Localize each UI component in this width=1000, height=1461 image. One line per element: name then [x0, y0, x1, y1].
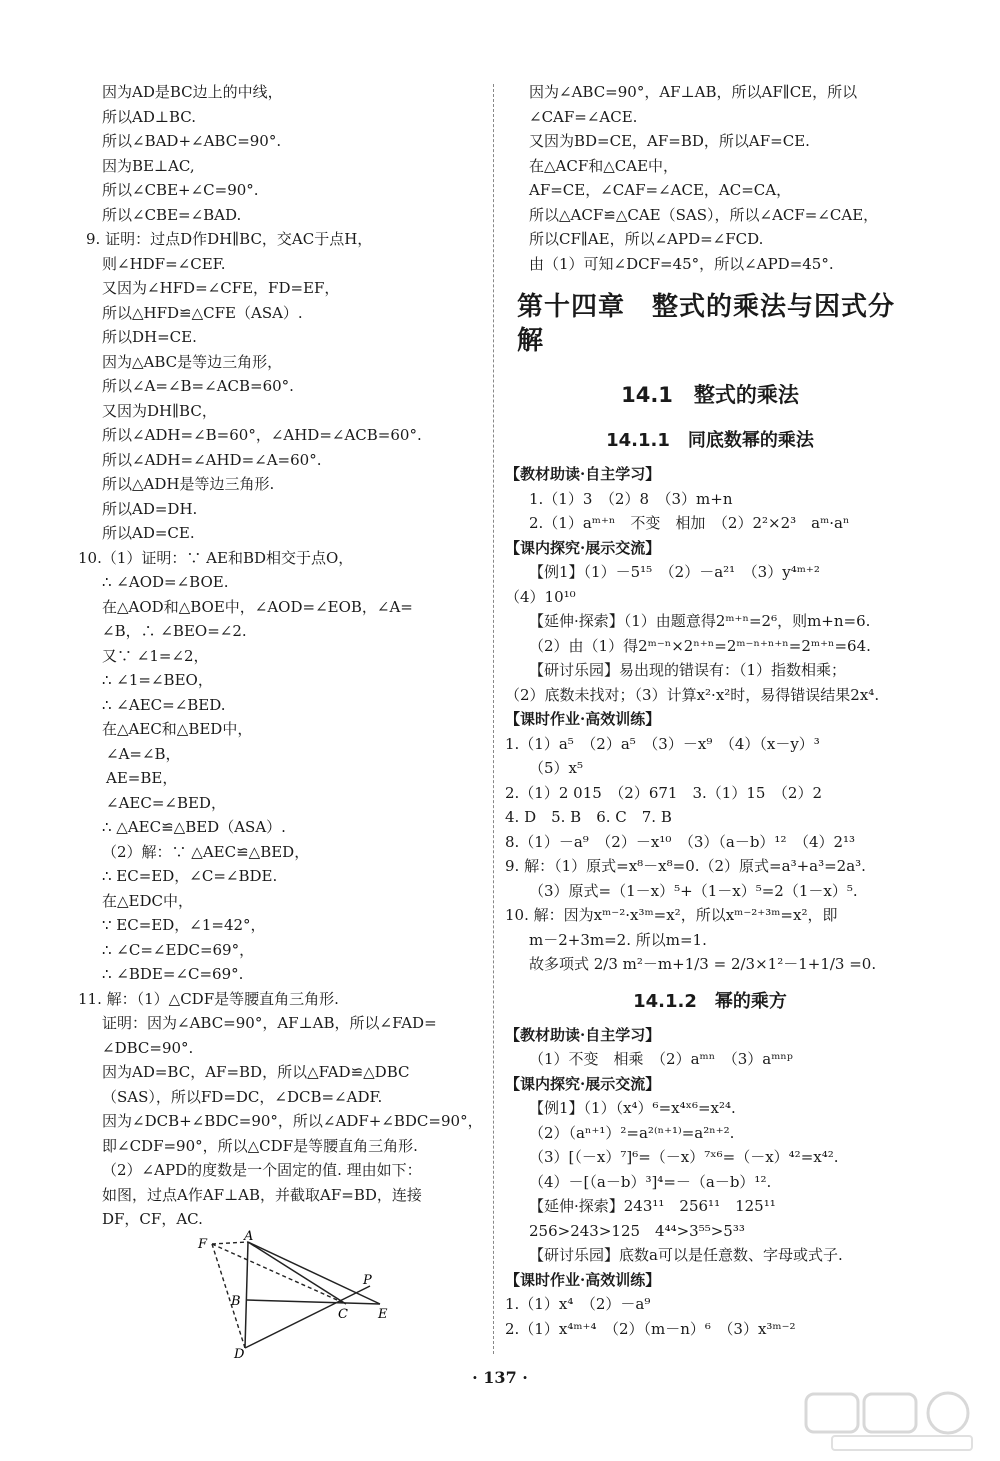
text-line: 即∠CDF=90°，所以△CDF是等腰直角三角形.: [102, 1136, 418, 1155]
text-line: （SAS），所以FD=DC，∠DCB=∠ADF.: [102, 1087, 383, 1106]
text-line: ∴ ∠1=∠BEO，: [102, 671, 213, 689]
text-line: 2.（1）aᵐ⁺ⁿ 不变 相加 （2）2²×2³ aᵐ·aⁿ: [529, 514, 850, 532]
text-line: 2.（1）x⁴ᵐ⁺⁴ （2）（m－n）⁶ （3）x³ᵐ⁻²: [505, 1319, 796, 1338]
text-line: 因为BE⊥AC,: [102, 156, 195, 175]
label-f: F: [198, 1236, 208, 1252]
text-line: DF，CF，AC.: [102, 1210, 203, 1228]
text-line: 【研讨乐园】底数a可以是任意数、字母或式子.: [529, 1246, 843, 1264]
text-line: 因为∠DCB+∠BDC=90°，所以∠ADF+∠BDC=90°，: [102, 1112, 483, 1130]
text-line: 所以△HFD≌△CFE（ASA）.: [102, 303, 303, 322]
text-line: ∴ ∠AOD=∠BOE.: [102, 573, 229, 591]
text-line: 所以△ACF≌△CAE（SAS），所以∠ACF=∠CAE，: [529, 205, 879, 224]
text-line: 如图，过点A作AF⊥AB，并截取AF=BD，连接: [102, 1185, 422, 1204]
text-line: 11. 解：（1）△CDF是等腰直角三角形.: [78, 989, 339, 1008]
text-line: 在△AEC和△BED中，: [102, 720, 253, 738]
text-line: （1）不变 相乘 （2）aᵐⁿ （3）aᵐⁿᵖ: [529, 1050, 793, 1068]
label-b: B: [231, 1293, 241, 1309]
text-line: 2.（1）2 015 （2）671 3.（1）15 （2）2: [505, 783, 823, 802]
text-line: 8.（1）－a⁹ （2）－x¹⁰ （3）（a－b）¹² （4）2¹³: [505, 832, 856, 851]
text-line: 10.（1）证明：∵ AE和BD相交于点O，: [78, 548, 354, 567]
text-line: 证明：因为∠ABC=90°，AF⊥AB，所以∠FAD=: [102, 1014, 437, 1032]
text-line: 所以AD⊥BC.: [102, 107, 196, 126]
text-line: 所以∠ADH=∠AHD=∠A=60°.: [102, 450, 322, 469]
text-line: 又因为BD=CE，AF=BD，所以AF=CE.: [529, 132, 810, 150]
text-line: 【延伸·探索】（1）由题意得2ᵐ⁺ⁿ=2⁶，则m+n=6.: [529, 612, 871, 630]
segment-ae: [248, 1242, 380, 1304]
watermark-logo: [802, 1390, 982, 1454]
text-line: 因为AD是BC边上的中线，: [102, 83, 283, 101]
text-line: 【课时作业·高效训练】: [505, 1270, 661, 1289]
text-line: 10. 解：因为xᵐ⁻²·x³ᵐ=x²，所以xᵐ⁻²⁺³ᵐ=x²，即: [505, 906, 838, 924]
text-line: 所以∠A=∠B=∠ACB=60°.: [102, 377, 294, 395]
text-line: ∠CAF=∠ACE.: [529, 107, 638, 126]
text-line: 所以∠BAD+∠ABC=90°.: [102, 132, 282, 150]
text-line: ∠DBC=90°.: [102, 1038, 194, 1057]
text-line: ∠A=∠B，: [106, 744, 181, 763]
text-line: 在△AOD和△BOE中，∠AOD=∠EOB，∠A=: [102, 597, 413, 616]
label-d: D: [234, 1346, 245, 1362]
text-line: ∴ ∠BDE=∠C=69°.: [102, 965, 244, 983]
segment-ad: [245, 1242, 248, 1348]
text-line: （2）底数未找对；（3）计算x²·x²时，易得错误结果2x⁴.: [505, 685, 880, 704]
text-line: 又∵ ∠1=∠2，: [102, 646, 209, 665]
text-line: （4）－[（a－b）³]⁴=－（a－b）¹².: [529, 1172, 772, 1191]
text-line: ∴ EC=ED，∠C=∠BDE.: [102, 867, 278, 885]
text-line: 9. 证明：过点D作DH∥BC，交AC于点H，: [86, 230, 373, 248]
subsection-2-text-block: [505, 1023, 915, 1342]
text-line: 所以∠CBE=∠BAD.: [102, 205, 242, 224]
text-line: 【例1】（1）－5¹⁵ （2）－a²¹ （3）y⁴ᵐ⁺²: [529, 563, 820, 581]
text-line: 4. D 5. B 6. C 7. B: [505, 808, 672, 826]
subsection-1-text-block: [505, 462, 915, 977]
segment-be: [247, 1300, 380, 1304]
text-line: 【研讨乐园】易出现的错误有：（1）指数相乘；: [529, 661, 847, 679]
text-line: （2）由（1）得2ᵐ⁻ⁿ×2ⁿ⁺ⁿ=2ᵐ⁻ⁿ⁺ⁿ⁺ⁿ=2ᵐ⁺ⁿ=64.: [529, 636, 871, 655]
text-line: 256>243>125 4⁴⁴>3⁵⁵>5³³: [529, 1221, 745, 1240]
text-line: （3）原式=（1－x）⁵+（1－x）⁵=2（1－x）⁵.: [529, 881, 858, 900]
text-line: 【教材助读·自主学习】: [505, 1025, 661, 1044]
text-line: ∠B，∴ ∠BEO=∠2.: [102, 622, 247, 640]
text-line: m－2+3m=2. 所以m=1.: [529, 930, 707, 949]
right-column: [505, 80, 915, 1341]
text-line: ∴ △AEC≌△BED（ASA）.: [102, 818, 286, 836]
text-line: 由（1）可知∠DCF=45°，所以∠APD=45°.: [529, 254, 834, 273]
text-line: （2）解：∵ △AEC≌△BED，: [102, 842, 310, 861]
text-line: AE=BE，: [106, 769, 178, 787]
text-line: 所以∠ADH=∠B=60°，∠AHD=∠ACB=60°.: [102, 426, 422, 444]
text-line: 所以CF∥AE，所以∠APD=∠FCD.: [529, 230, 764, 248]
text-line: 【教材助读·自主学习】: [505, 465, 661, 483]
text-line: ∴ ∠C=∠EDC=69°，: [102, 940, 255, 959]
text-line: ∵ EC=ED，∠1=42°，: [102, 916, 266, 934]
segment-ac: [248, 1242, 346, 1304]
section-title: 14.1 整式的乘法: [621, 383, 799, 407]
text-line: ∠AEC=∠BED，: [106, 793, 226, 812]
text-line: 因为AD=BC，AF=BD，所以△FAD≌△DBC: [102, 1063, 410, 1081]
text-line: （2）（aⁿ⁺¹）²=a²⁽ⁿ⁺¹⁾=a²ⁿ⁺².: [529, 1123, 735, 1142]
text-line: 所以△ADH是等边三角形.: [102, 475, 275, 493]
text-line: 所以AD=CE.: [102, 524, 195, 542]
column-divider: [493, 84, 494, 1354]
page-number: · 137 ·: [472, 1368, 528, 1387]
chapter-title: 第十四章 整式的乘法与因式分解: [517, 292, 896, 356]
text-line: 1.（1）3 （2）8 （3）m+n: [529, 489, 733, 508]
triangle-diagram: [198, 1228, 408, 1362]
text-line: ∴ ∠AEC=∠BED.: [102, 695, 226, 714]
text-line: 所以∠CBE+∠C=90°.: [102, 181, 259, 199]
text-line: 因为△ABC是等边三角形，: [102, 352, 283, 371]
text-line: （5）x⁵: [529, 759, 584, 777]
text-line: 【延伸·探索】243¹¹ 256¹¹ 125¹¹: [529, 1197, 776, 1215]
text-line: （3）[（－x）⁷]⁶=（－x）⁷ˣ⁶=（－x）⁴²=x⁴².: [529, 1148, 839, 1166]
text-line: 所以DH=CE.: [102, 328, 197, 346]
subsection-title-2: 14.1.2 幂的乘方: [633, 990, 787, 1012]
right-top-text-block: [505, 80, 915, 276]
left-column: [78, 80, 486, 1362]
subsection-title-1: 14.1.1 同底数幂的乘法: [606, 430, 814, 451]
text-line: （2）∠APD的度数是一个固定的值. 理由如下：: [102, 1161, 422, 1179]
text-line: 故多项式 2/3 m²－m+1/3 = 2/3×1²－1+1/3 =0.: [529, 955, 877, 973]
text-line: 又因为DH∥BC，: [102, 401, 217, 420]
text-line: 则∠HDF=∠CEF.: [102, 254, 226, 273]
text-line: 在△ACF和△CAE中，: [529, 156, 679, 175]
text-line: AF=CE，∠CAF=∠ACE，AC=CA，: [529, 181, 792, 199]
label-e: E: [378, 1306, 388, 1322]
text-line: （4）10¹⁰: [505, 587, 576, 606]
text-line: 【课内探究·展示交流】: [505, 1074, 661, 1093]
text-line: 在△EDC中，: [102, 891, 193, 910]
text-line: 1.（1）a⁵ （2）a⁵ （3）－x⁹ （4）（x－y）³: [505, 734, 820, 753]
label-p: P: [363, 1272, 372, 1288]
label-a: A: [244, 1228, 254, 1244]
text-line: 9. 解：（1）原式=x⁸－x⁸=0.（2）原式=a³+a³=2a³.: [505, 857, 866, 875]
label-c: C: [338, 1306, 348, 1322]
text-line: 所以AD=DH.: [102, 499, 198, 518]
text-line: 【课内探究·展示交流】: [505, 538, 661, 557]
text-line: 1.（1）x⁴ （2）－a⁹: [505, 1295, 651, 1313]
left-text-block: [78, 80, 486, 1232]
text-line: 又因为∠HFD=∠CFE，FD=EF，: [102, 279, 340, 297]
text-line: 因为∠ABC=90°，AF⊥AB，所以AF∥CE，所以: [529, 83, 858, 101]
text-line: 【课时作业·高效训练】: [505, 710, 661, 728]
text-line: 【例1】（1）（x⁴）⁶=x⁴ˣ⁶=x²⁴.: [529, 1099, 736, 1117]
geometry-figure: [198, 1228, 408, 1362]
segment-dp: [245, 1286, 370, 1348]
segment-fa: [212, 1242, 248, 1244]
